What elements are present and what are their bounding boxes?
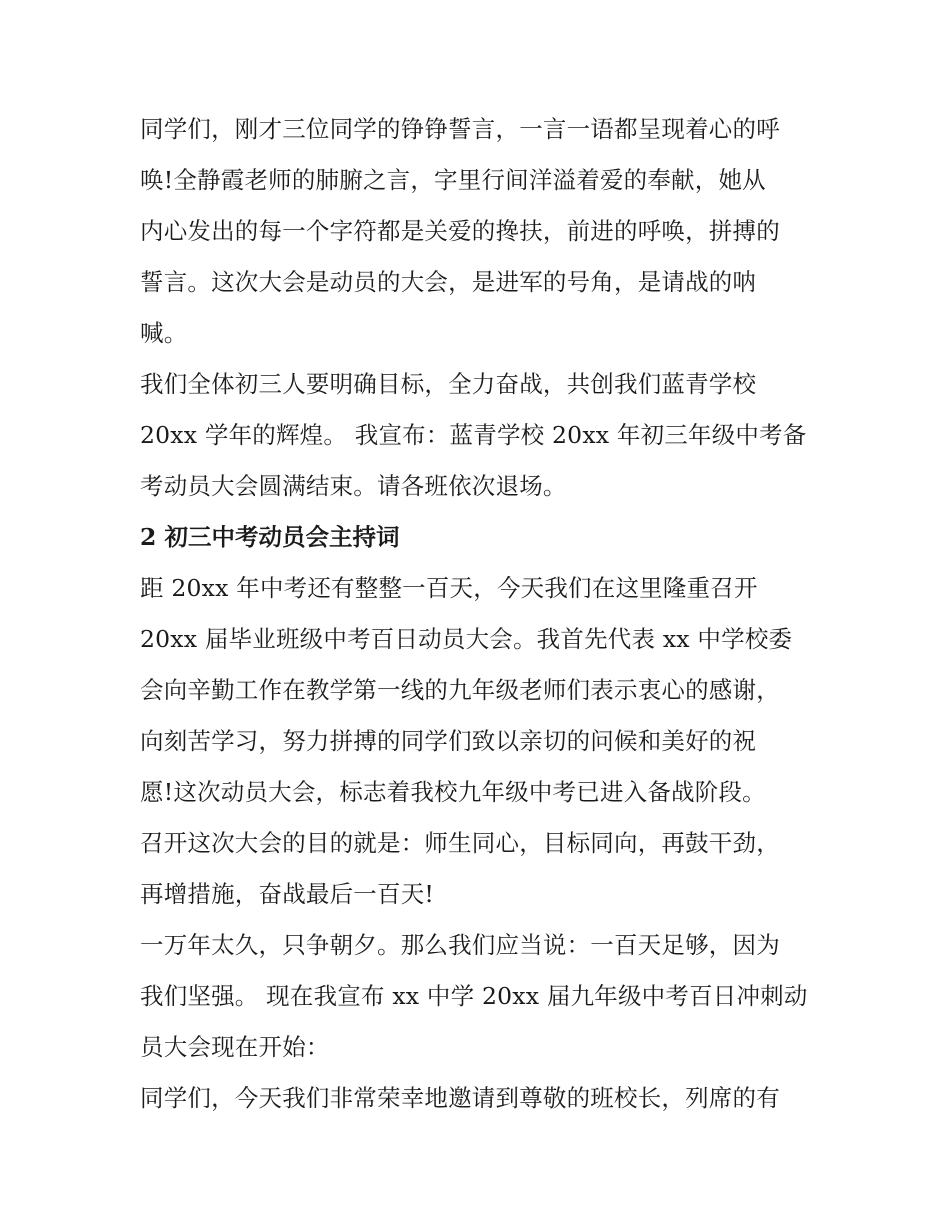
paragraph-announcement	[140, 920, 820, 1073]
document-body	[140, 104, 820, 1124]
text-line: 召开这次大会的目的就是：师生同心，目标同向，再鼓干劲，	[140, 829, 780, 857]
text-line: 愿!这次动员大会，标志着我校九年级中考已进入备战阶段。	[140, 778, 766, 806]
text-line: 内心发出的每一个字符都是关爱的搀扶，前进的呼唤，拼搏的	[140, 217, 780, 245]
text-line: 员大会现在开始：	[140, 1033, 330, 1061]
text-line: 20xx 届毕业班级中考百日动员大会。我首先代表 xx 中学校委	[140, 625, 793, 653]
text-line: 考动员大会圆满结束。请各班依次退场。	[140, 472, 567, 500]
text-line: 一万年太久，只争朝夕。那么我们应当说：一百天足够，因为	[140, 931, 780, 959]
text-line: 唤!全静霞老师的肺腑之言，字里行间洋溢着爱的奉献，她从	[140, 166, 766, 194]
paragraph-opening	[140, 563, 820, 920]
text-line: 我们坚强。 现在我宣布 xx 中学 20xx 届九年级中考百日冲刺动	[140, 982, 808, 1010]
text-line: 向刻苦学习，努力拼搏的同学们致以亲切的问候和美好的祝	[140, 727, 757, 755]
text-line: 距 20xx 年中考还有整整一百天，今天我们在这里隆重召开	[140, 574, 758, 602]
text-line: 我们全体初三人要明确目标，全力奋战，共创我们蓝青学校	[140, 370, 757, 398]
section-heading: 2 初三中考动员会主持词	[140, 523, 400, 551]
text-line: 同学们，今天我们非常荣幸地邀请到尊敬的班校长，列席的有	[140, 1084, 780, 1112]
text-line: 20xx 学年的辉煌。 我宣布：蓝青学校 20xx 年初三年级中考备	[140, 421, 807, 449]
text-line: 同学们，刚才三位同学的铮铮誓言，一言一语都呈现着心的呼	[140, 115, 780, 143]
paragraph-guests	[140, 1073, 820, 1124]
paragraph-closing	[140, 359, 820, 512]
text-line: 喊。	[140, 319, 188, 347]
text-line: 再增措施，奋战最后一百天!	[140, 880, 435, 908]
text-line: 会向辛勤工作在教学第一线的九年级老师们表示衷心的感谢，	[140, 676, 780, 704]
text-line: 誓言。这次大会是动员的大会，是进军的号角，是请战的呐	[140, 268, 757, 296]
paragraph-oath-response	[140, 104, 820, 359]
